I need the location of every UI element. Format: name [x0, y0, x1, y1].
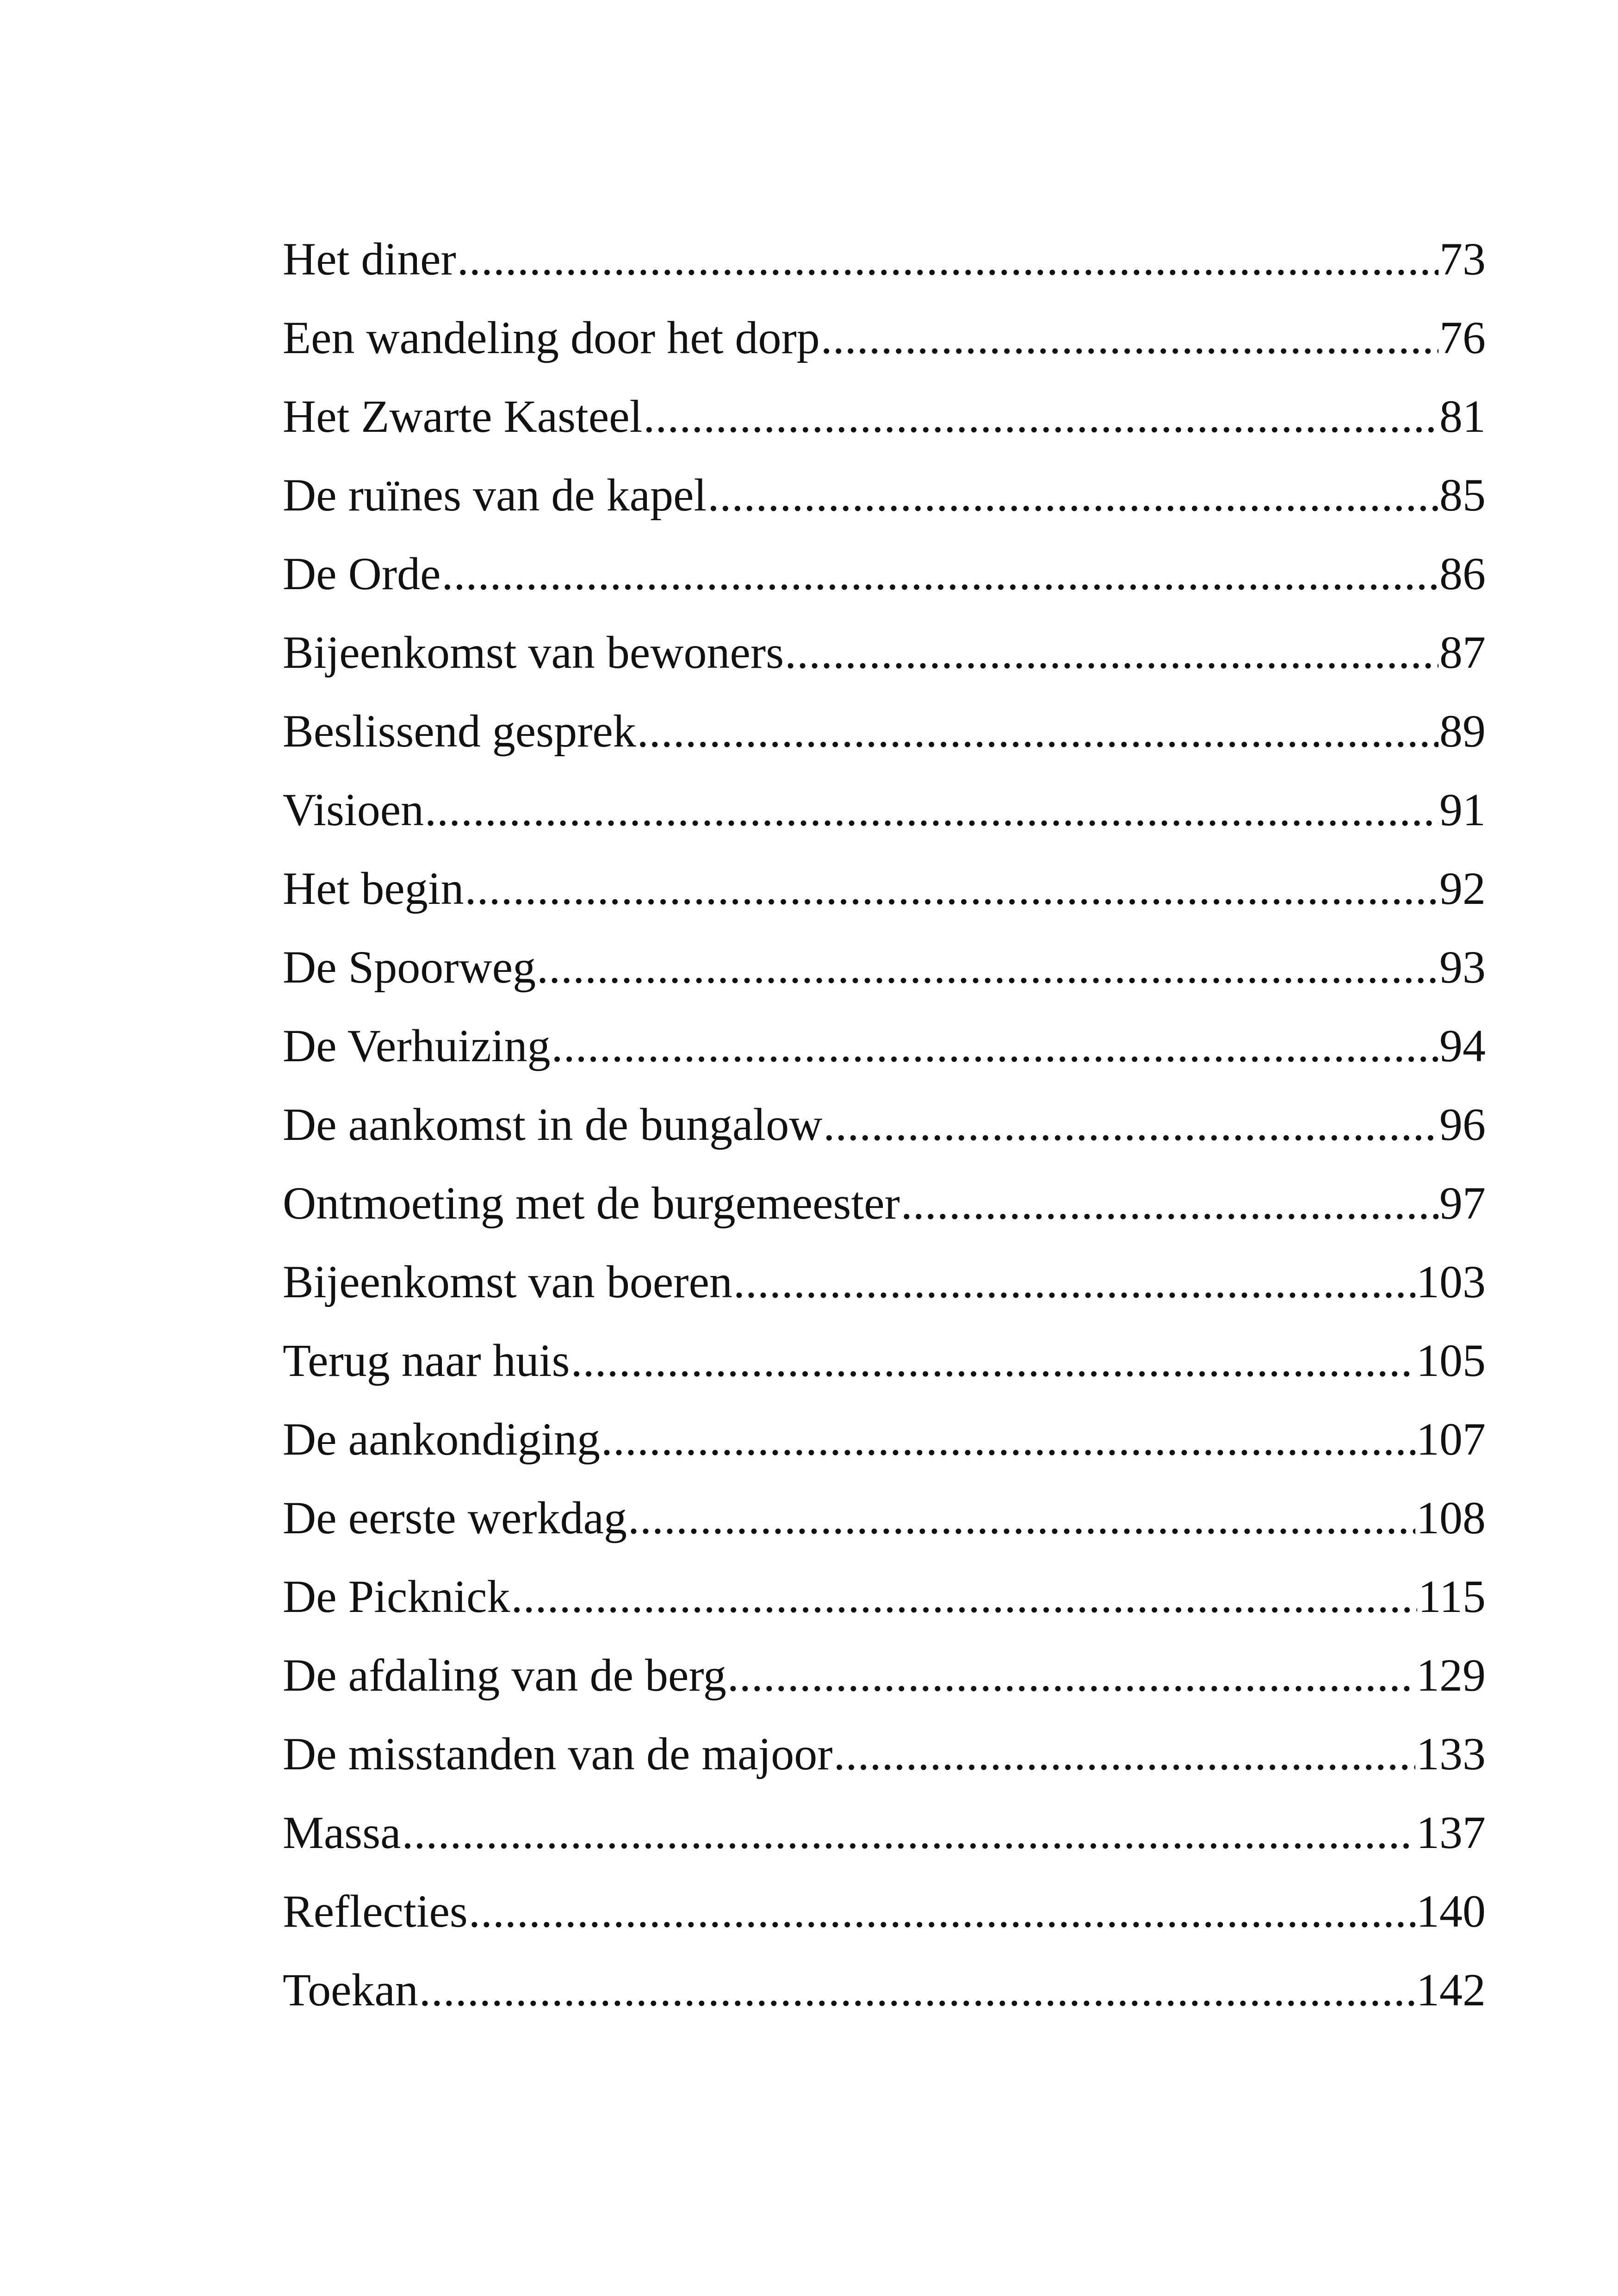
toc-entry-page: 115 [1418, 1571, 1486, 1622]
toc-entry[interactable] [283, 1164, 1486, 1243]
toc-dot-leader [552, 1007, 1438, 1085]
toc-entry-title: De aankondiging [283, 1413, 600, 1465]
toc-dot-leader [537, 928, 1438, 1007]
toc-entry-page: 91 [1439, 784, 1486, 835]
toc-entry-page: 108 [1416, 1492, 1486, 1543]
toc-entry-page: 105 [1416, 1335, 1486, 1386]
toc-entry[interactable] [283, 1636, 1486, 1715]
toc-dot-leader [457, 220, 1438, 299]
toc-entry-page: 137 [1416, 1807, 1486, 1858]
toc-dot-leader [511, 1557, 1417, 1636]
toc-entry[interactable] [283, 299, 1486, 377]
toc-entry-title: Beslissend gesprek [283, 705, 636, 757]
toc-entry-page: 103 [1416, 1256, 1486, 1307]
toc-entry-title: De Spoorweg [283, 941, 536, 993]
toc-entry-title: Het begin [283, 863, 464, 914]
toc-dot-leader [465, 849, 1438, 928]
toc-entry-page: 142 [1416, 1964, 1486, 2016]
toc-entry[interactable] [283, 1715, 1486, 1793]
toc-entry[interactable] [283, 613, 1486, 692]
toc-dot-leader [785, 613, 1438, 692]
toc-entry-title: De eerste werkdag [283, 1492, 627, 1543]
toc-entry[interactable] [283, 928, 1486, 1007]
toc-dot-leader [571, 1321, 1415, 1400]
toc-entry-title: Reflecties [283, 1885, 468, 1937]
toc-entry-page: 93 [1439, 941, 1486, 993]
toc-dot-leader [469, 1872, 1415, 1951]
toc-dot-leader [628, 1479, 1415, 1557]
toc-entry-title: Toekan [283, 1964, 418, 2016]
toc-dot-leader [834, 1715, 1415, 1793]
toc-entry[interactable] [283, 535, 1486, 613]
toc-entry-title: Ontmoeting met de burgemeester [283, 1177, 900, 1229]
toc-entry-page: 87 [1439, 627, 1486, 678]
toc-entry-page: 133 [1416, 1728, 1486, 1780]
toc-dot-leader [733, 1243, 1415, 1321]
toc-entry-title: Bijeenkomst van boeren [283, 1256, 732, 1307]
toc-entry[interactable] [283, 1479, 1486, 1557]
toc-entry[interactable] [283, 1400, 1486, 1479]
toc-entry-title: Terug naar huis [283, 1335, 570, 1386]
toc-entry-title: De aankomst in de bungalow [283, 1099, 823, 1150]
toc-entry-title: De Verhuizing [283, 1020, 551, 1071]
toc-entry-title: Het Zwarte Kasteel [283, 391, 643, 442]
toc-entry-title: Het diner [283, 233, 456, 285]
toc-entry-page: 85 [1439, 469, 1486, 521]
toc-entry-title: Bijeenkomst van bewoners [283, 627, 784, 678]
toc-dot-leader [637, 692, 1438, 771]
toc-dot-leader [821, 299, 1438, 377]
toc-entry[interactable] [283, 456, 1486, 535]
toc-entry-title: De Picknick [283, 1571, 510, 1622]
toc-entry-title: Visioen [283, 784, 424, 835]
toc-entry[interactable] [283, 1321, 1486, 1400]
toc-entry[interactable] [283, 1085, 1486, 1164]
toc-entry-page: 89 [1439, 705, 1486, 757]
toc-entry-title: De ruïnes van de kapel [283, 469, 707, 521]
toc-dot-leader [419, 1951, 1415, 2029]
toc-entry[interactable] [283, 1007, 1486, 1085]
toc-entry-title: Massa [283, 1807, 401, 1858]
toc-entry-page: 81 [1439, 391, 1486, 442]
toc-entry[interactable] [283, 377, 1486, 456]
toc-entry-title: De afdaling van de berg [283, 1649, 726, 1701]
toc-entry[interactable] [283, 1557, 1486, 1636]
toc-dot-leader [601, 1400, 1415, 1479]
table-of-contents [283, 220, 1486, 2029]
toc-entry[interactable] [283, 220, 1486, 299]
toc-entry[interactable] [283, 692, 1486, 771]
toc-entry-page: 73 [1439, 233, 1486, 285]
toc-entry-title: Een wandeling door het dorp [283, 312, 820, 363]
toc-entry-title: De Orde [283, 548, 441, 599]
toc-entry-page: 96 [1439, 1099, 1486, 1150]
toc-entry[interactable] [283, 1793, 1486, 1872]
toc-dot-leader [727, 1636, 1415, 1715]
toc-dot-leader [402, 1793, 1415, 1872]
toc-entry[interactable] [283, 1951, 1486, 2029]
toc-entry-page: 94 [1439, 1020, 1486, 1071]
toc-entry-page: 140 [1416, 1885, 1486, 1937]
toc-dot-leader [643, 377, 1438, 456]
toc-entry[interactable] [283, 1243, 1486, 1321]
toc-entry[interactable] [283, 1872, 1486, 1951]
toc-entry[interactable] [283, 849, 1486, 928]
toc-dot-leader [425, 771, 1438, 849]
toc-dot-leader [442, 535, 1438, 613]
toc-entry-page: 97 [1439, 1177, 1486, 1229]
toc-entry-title: De misstanden van de majoor [283, 1728, 833, 1780]
toc-entry-page: 129 [1416, 1649, 1486, 1701]
toc-entry[interactable] [283, 771, 1486, 849]
toc-entry-page: 86 [1439, 548, 1486, 599]
toc-dot-leader [707, 456, 1438, 535]
toc-dot-leader [901, 1164, 1438, 1243]
toc-dot-leader [823, 1085, 1438, 1164]
toc-entry-page: 76 [1439, 312, 1486, 363]
toc-entry-page: 92 [1439, 863, 1486, 914]
toc-entry-page: 107 [1416, 1413, 1486, 1465]
